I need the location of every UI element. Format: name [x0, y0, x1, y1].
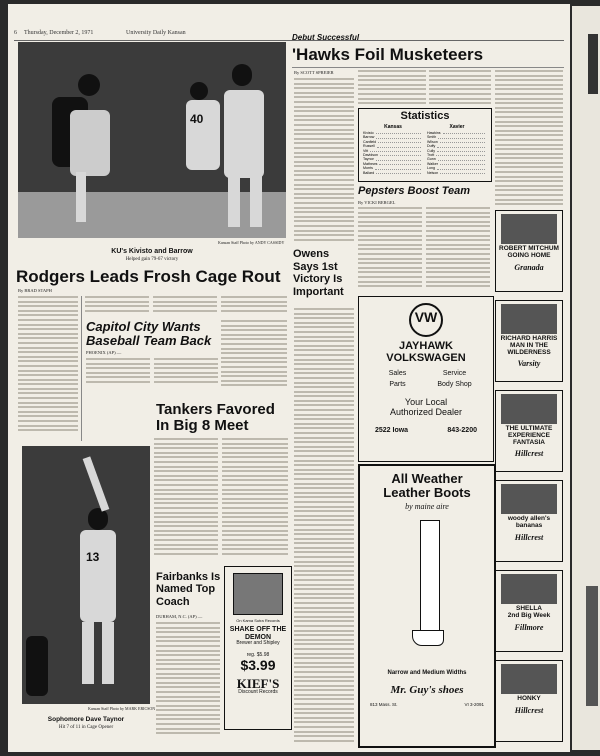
- boots-phone: VI 3-2091: [464, 702, 484, 708]
- movie-ad: [495, 480, 563, 562]
- boots-widths: Narrow and Medium Widths: [387, 670, 467, 677]
- kiefs-artist: Brewer and Shipley: [236, 640, 280, 647]
- body-rodgers-col1: [18, 296, 78, 442]
- stats-xavier-player: Long: [427, 166, 435, 171]
- stats-kansas-player: Morris: [363, 166, 373, 171]
- kiefs-tag: Discount Records: [238, 689, 278, 696]
- movie-ad-image: [501, 664, 557, 694]
- vw-dealer-name: JAYHAWK VOLKSWAGEN: [386, 340, 466, 364]
- movie-subtitle: 2nd Big Week: [507, 611, 551, 619]
- body-hawks-col1: [294, 78, 354, 244]
- kiefs-regular-price: reg. $5.98: [246, 651, 270, 658]
- body-capitol-col1: [86, 358, 150, 386]
- stats-kansas-player: Kivisto: [363, 131, 374, 135]
- headline-fairbanks: Fairbanks Is Named Top Coach: [156, 571, 221, 608]
- stats-kansas-player: Russell: [363, 144, 375, 149]
- body-tankers-col2: [222, 438, 288, 560]
- vw-phone: 843-2200: [447, 426, 477, 434]
- stats-xavier-player: Hawkins: [427, 131, 441, 135]
- headline-hawks: 'Hawks Foil Musketeers: [292, 45, 484, 64]
- movie-ad: [495, 660, 563, 742]
- statistics-title: Statistics: [400, 110, 450, 122]
- adjacent-page-edge: [572, 6, 600, 750]
- body-owens: [294, 308, 354, 742]
- body-pepsters-col2: [426, 207, 490, 293]
- boot-illustration: [412, 520, 442, 660]
- stats-kansas-label: Kansas: [384, 124, 402, 130]
- stats-kansas-player: Barrow: [363, 135, 375, 140]
- movie-title: THE ULTIMATE EXPERIENCE: [505, 425, 553, 439]
- vw-tagline-2: Authorized Dealer: [389, 406, 463, 417]
- movie-ad: [495, 390, 563, 472]
- movie-theater: Hillcrest: [514, 705, 544, 715]
- dateline-capitol: PHOENIX (AP) —: [86, 350, 122, 355]
- body-fairbanks: [156, 622, 220, 742]
- body-rodgers-col3: [153, 296, 217, 316]
- header-rule: [14, 40, 564, 41]
- kiefs-album: SHAKE OFF THE DEMON: [229, 626, 287, 641]
- stats-kansas-player: Canfield: [363, 139, 377, 144]
- movie-subtitle: FANTASIA: [512, 438, 546, 446]
- jersey-number-40: 40: [190, 112, 204, 126]
- album-cover-image: [233, 573, 283, 615]
- kicker-debut: Debut Successful: [292, 33, 360, 42]
- page-number: 6: [14, 30, 17, 36]
- stats-xavier-player: Walker: [427, 161, 439, 166]
- stats-xavier-table: [427, 131, 487, 175]
- page-header: [14, 30, 564, 40]
- dateline-fairbanks: DURHAM, N.C. (AP) —: [156, 614, 203, 619]
- body-rodgers-col2: [85, 296, 149, 316]
- photo-caption-bottom: Sophomore Dave Taynor: [47, 716, 125, 723]
- stats-kansas-row: [363, 171, 423, 175]
- stats-xavier-player: Wilson: [427, 139, 438, 144]
- movie-ad-image: [501, 304, 557, 334]
- body-rodgers-col4: [221, 296, 287, 316]
- movie-subtitle: GOING HOME: [507, 251, 551, 259]
- body-hawks-col3: [429, 70, 491, 106]
- statistics-box: [358, 108, 492, 182]
- kiefs-store-name: KIEF'S: [236, 675, 280, 691]
- movie-theater: Granada: [514, 262, 544, 272]
- movie-title: SHELLA: [516, 605, 542, 612]
- movie-theater: Hillcrest: [514, 532, 544, 542]
- kiefs-sale-price: $3.99: [240, 657, 276, 674]
- photo-credit-top: Kansan Staff Photo by ANDY CASSIDY: [218, 240, 285, 245]
- vw-tagline-1: Your Local: [404, 397, 448, 408]
- boots-store: Mr. Guy's shoes: [390, 683, 464, 696]
- vw-logo: VW: [409, 303, 443, 337]
- photo-caption-top: KU's Kivisto and Barrow: [111, 248, 193, 255]
- stats-kansas-player: Davidson: [363, 153, 378, 158]
- vw-item-sales: Sales: [388, 370, 407, 378]
- vw-item-parts: Parts: [389, 381, 406, 389]
- basketball-photo-top: [18, 42, 286, 238]
- stats-xavier-player: Gunn: [427, 157, 436, 162]
- stats-kansas-player: Ballard: [363, 170, 375, 175]
- headline-capitol-city: Capitol City Wants Baseball Team Back: [86, 319, 212, 348]
- movie-ad-image: [501, 214, 557, 244]
- movie-title: RICHARD HARRIS: [500, 335, 558, 342]
- byline-hawks: By SCOTT SPREIER: [294, 70, 334, 75]
- stats-xavier-player: Trott: [427, 153, 435, 158]
- movie-ad-image: [501, 394, 557, 424]
- stats-xavier-player: Duffy: [427, 144, 436, 149]
- photo-credit-bottom: Kansan Staff Photo by MARK ERICSON: [88, 706, 156, 711]
- movie-subtitle: MAN IN THE WILDERNESS: [507, 341, 551, 356]
- page-date: Thursday, December 2, 1971: [24, 30, 94, 36]
- movie-theater: Hillcrest: [514, 449, 544, 459]
- body-hawks-col4: [495, 70, 563, 206]
- vw-address: 2522 Iowa: [375, 426, 409, 434]
- movie-subtitle: bananas: [515, 521, 543, 529]
- movie-ad: [495, 300, 563, 382]
- movie-theater: Varsity: [517, 359, 541, 369]
- boots-headline-2: Leather Boots: [383, 484, 471, 500]
- movie-title: woody allen's: [507, 515, 551, 522]
- byline-rodgers: By BRAD STAPH: [18, 288, 52, 293]
- byline-pepsters: By VICKI BERGEL: [358, 200, 396, 205]
- headline-owens: Owens Says 1st Victory Is Important: [293, 248, 344, 298]
- boots-address: 813 Mass. St.: [370, 702, 398, 708]
- jersey-number-13: 13: [86, 550, 100, 564]
- movie-title: HONKY: [517, 695, 541, 702]
- stats-xavier-player: Cully: [427, 148, 435, 153]
- paper-name: University Daily Kansan: [126, 30, 186, 36]
- photo-subcaption-top: Helped gain 79-67 victory: [125, 257, 179, 262]
- body-tankers-col1: [154, 438, 218, 560]
- vw-item-service: Service: [442, 370, 467, 378]
- headline-tankers: Tankers Favored In Big 8 Meet: [156, 401, 275, 434]
- movie-ads-column: [495, 210, 563, 746]
- movie-ad-image: [501, 484, 557, 514]
- stats-xavier-player: Nelson: [427, 170, 439, 175]
- stats-xavier-player: Smith: [427, 135, 437, 140]
- photo-subcaption-bottom: Hit 7 of 11 in Cage Opener: [58, 725, 114, 730]
- movie-ad: [495, 570, 563, 652]
- boots-brand: by maine aire: [405, 502, 449, 512]
- movie-ad-image: [501, 574, 557, 604]
- headline-rodgers: Rodgers Leads Frosh Cage Rout: [16, 267, 281, 286]
- movie-title: ROBERT MITCHUM: [499, 245, 559, 252]
- basketball-photo-bottom: [22, 446, 150, 704]
- jayhawk-volkswagen-ad: [358, 296, 494, 462]
- movie-ad: [495, 210, 563, 292]
- stats-kansas-player: Mathews: [363, 161, 378, 166]
- stats-kansas-player: Vitt: [363, 148, 369, 153]
- kiefs-records-ad: [224, 566, 292, 730]
- body-hawks-col2: [358, 70, 426, 106]
- body-pepsters-col1: [358, 207, 422, 293]
- stats-xavier-label: Xavier: [449, 124, 465, 130]
- body-capitol-col3: [221, 320, 287, 392]
- boots-headline-1: All Weather: [391, 471, 463, 486]
- body-capitol-col2: [154, 358, 218, 386]
- vw-item-body-shop: Body Shop: [437, 381, 472, 389]
- kiefs-record-label: On Kama Sutra Records: [236, 618, 280, 623]
- stats-xavier-row: [427, 171, 487, 175]
- stats-kansas-table: [363, 131, 423, 175]
- movie-theater: Fillmore: [514, 622, 544, 632]
- headline-pepsters: Pepsters Boost Team: [358, 185, 471, 197]
- leather-boots-ad: [358, 464, 496, 748]
- stats-kansas-player: Taynor: [363, 157, 374, 162]
- newspaper-page: [8, 4, 570, 752]
